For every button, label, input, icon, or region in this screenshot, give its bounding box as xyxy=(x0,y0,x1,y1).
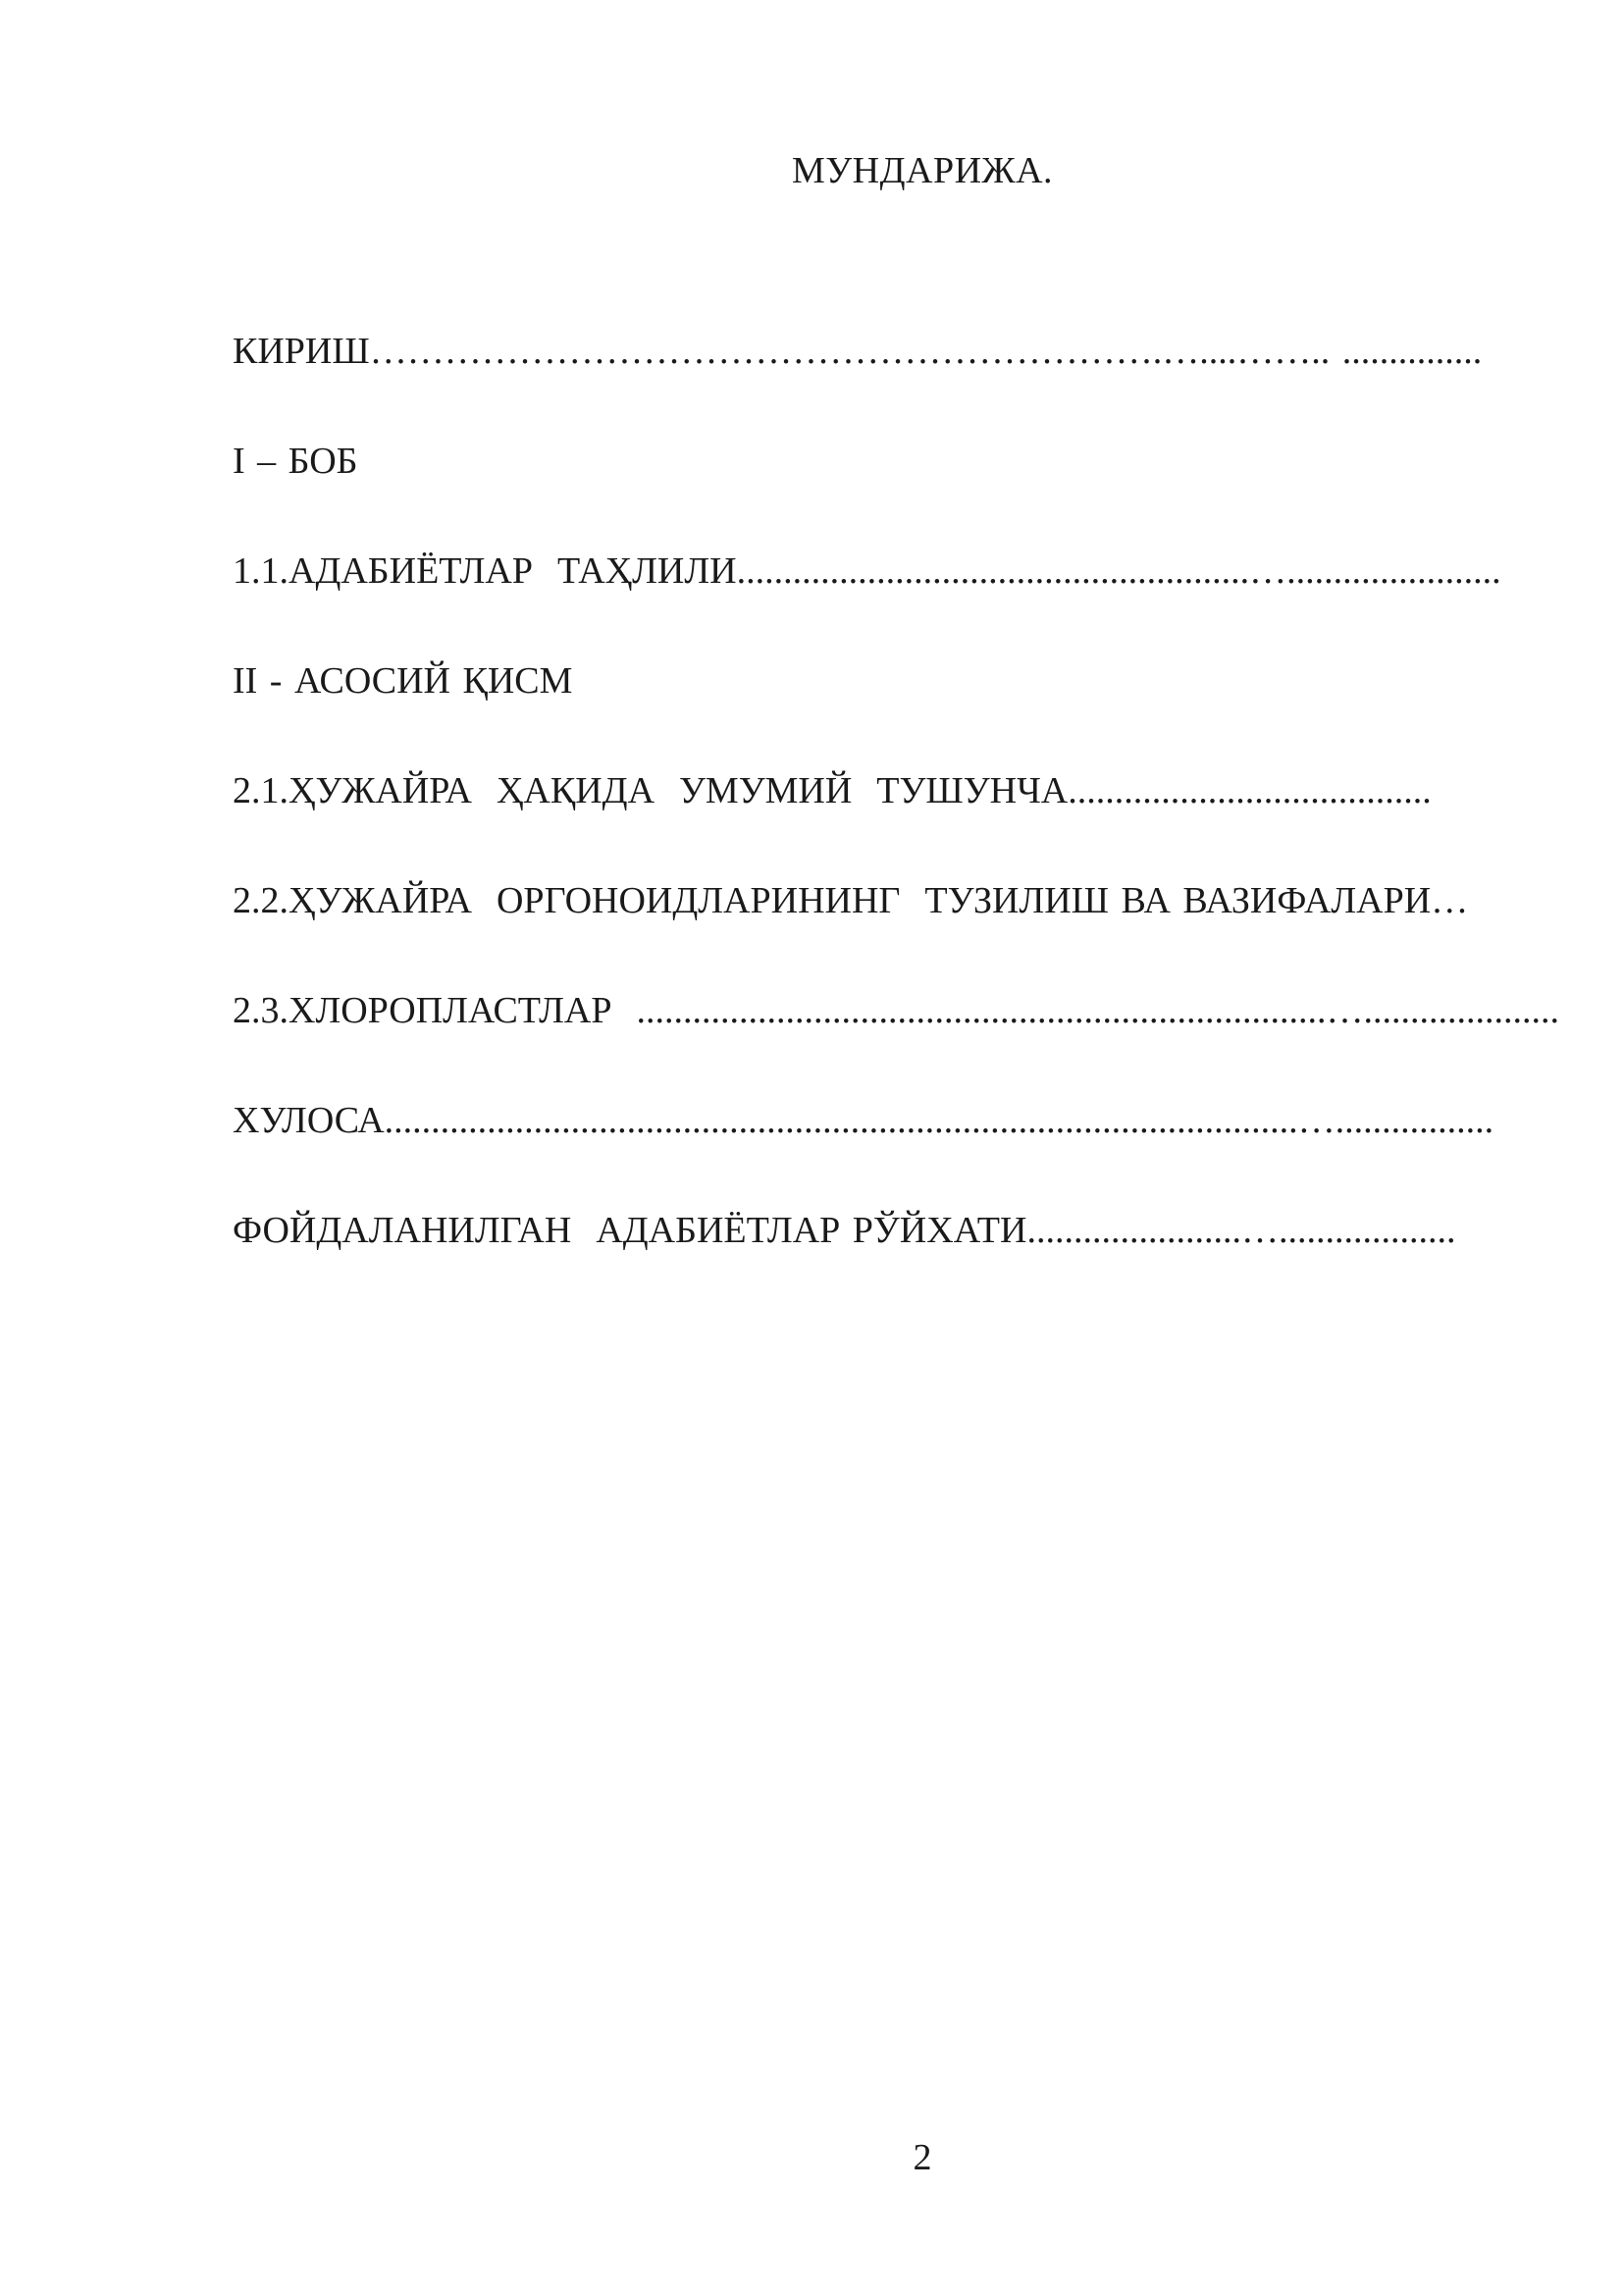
toc-entry-chapter-1: I – БОБ xyxy=(233,441,358,482)
toc-entry-cell-overview: 2.1.ҲУЖАЙРА ҲАҚИДА УМУМИЙ ТУШУНЧА....................................... xyxy=(233,770,1432,811)
toc-entry-references: ФОЙДАЛАНИЛГАН АДАБИЁТЛАР РЎЙХАТИ.......................…................... xyxy=(233,1210,1456,1251)
page-title: МУНДАРИЖА. xyxy=(791,150,1054,191)
toc-entry-literature-analysis: 1.1.АДАБИЁТЛАР ТАҲЛИЛИ.......................................................…....................... xyxy=(233,550,1501,592)
toc-entry-organoids: 2.2.ҲУЖАЙРА ОРГОНОИДЛАРИНИНГ ТУЗИЛИШ ВА ВАЗИФАЛАРИ… xyxy=(233,880,1469,921)
toc-entry-conclusion: ХУЛОСА..................................................................................................…................. xyxy=(233,1100,1494,1141)
table-of-contents xyxy=(233,324,1559,1313)
page-number: 2 xyxy=(913,2137,932,2178)
toc-entry-chloroplasts: 2.3.ХЛОРОПЛАСТЛАР ..........................................................................…..................... xyxy=(233,990,1559,1031)
toc-entry-main-part: II - АСОСИЙ ҚИСМ xyxy=(233,660,573,702)
toc-entry-introduction: КИРИШ……………………………………………………….…....…….. ............... xyxy=(233,331,1483,372)
